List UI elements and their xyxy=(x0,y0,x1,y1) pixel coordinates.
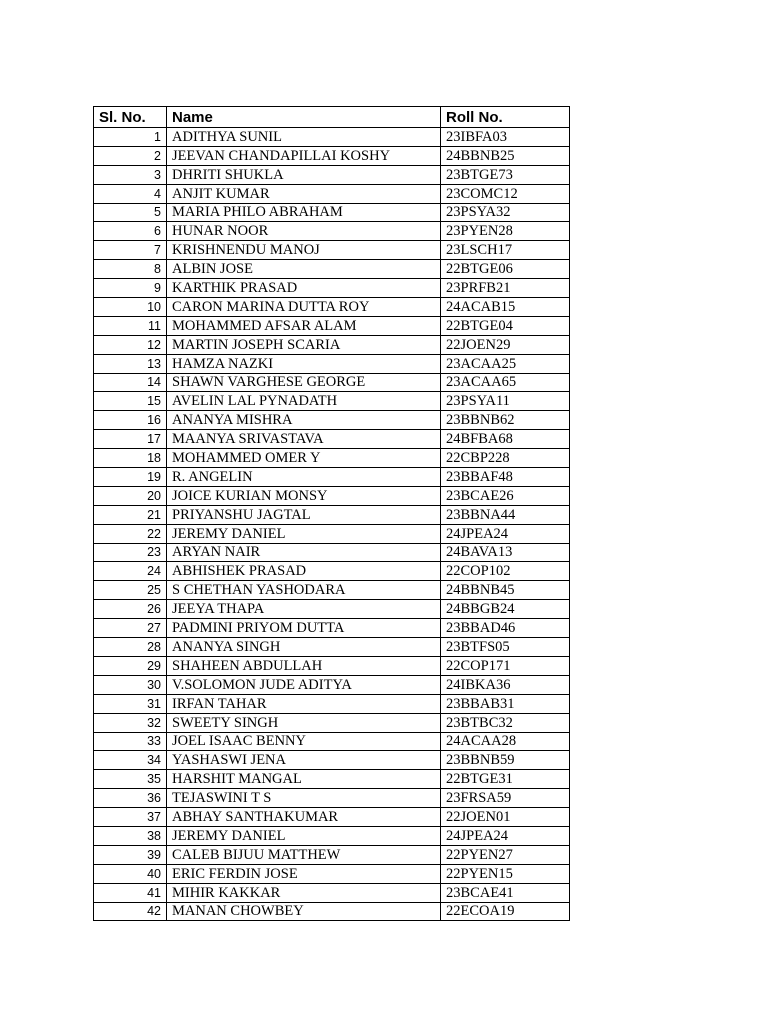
sl-no-cell: 18 xyxy=(94,449,167,468)
roll-no-cell: 22PYEN15 xyxy=(441,864,570,883)
roll-no-cell: 22PYEN27 xyxy=(441,845,570,864)
sl-no-cell: 9 xyxy=(94,279,167,298)
name-cell: R. ANGELIN xyxy=(167,468,441,487)
table-row xyxy=(94,713,570,732)
sl-no-cell: 5 xyxy=(94,203,167,222)
sl-no-cell: 23 xyxy=(94,543,167,562)
sl-no-cell: 31 xyxy=(94,694,167,713)
roll-no-cell: 22CBP228 xyxy=(441,449,570,468)
table-row xyxy=(94,486,570,505)
name-cell: MANAN CHOWBEY xyxy=(167,902,441,921)
name-cell: TEJASWINI T S xyxy=(167,789,441,808)
sl-no-cell: 3 xyxy=(94,165,167,184)
sl-no-cell: 16 xyxy=(94,411,167,430)
sl-no-cell: 27 xyxy=(94,619,167,638)
roll-no-cell: 24ACAA28 xyxy=(441,732,570,751)
sl-no-cell: 19 xyxy=(94,468,167,487)
table-row xyxy=(94,732,570,751)
sl-no-cell: 17 xyxy=(94,430,167,449)
table-row xyxy=(94,656,570,675)
name-cell: DHRITI SHUKLA xyxy=(167,165,441,184)
table-row xyxy=(94,411,570,430)
sl-no-cell: 37 xyxy=(94,808,167,827)
roll-no-cell: 23ACAA25 xyxy=(441,354,570,373)
name-cell: HUNAR NOOR xyxy=(167,222,441,241)
name-cell: ABHAY SANTHAKUMAR xyxy=(167,808,441,827)
table-row xyxy=(94,694,570,713)
sl-no-cell: 33 xyxy=(94,732,167,751)
name-cell: V.SOLOMON JUDE ADITYA xyxy=(167,675,441,694)
sl-no-cell: 14 xyxy=(94,373,167,392)
roll-no-cell: 23PSYA32 xyxy=(441,203,570,222)
table-row xyxy=(94,430,570,449)
table-row xyxy=(94,789,570,808)
roll-no-cell: 24BBNB45 xyxy=(441,581,570,600)
roll-no-cell: 23BBAB31 xyxy=(441,694,570,713)
table-row xyxy=(94,675,570,694)
header-roll-no: Roll No. xyxy=(441,107,570,128)
name-cell: CARON MARINA DUTTA ROY xyxy=(167,298,441,317)
roll-no-cell: 24JPEA24 xyxy=(441,524,570,543)
table-row xyxy=(94,241,570,260)
name-cell: JEREMY DANIEL xyxy=(167,826,441,845)
table-row xyxy=(94,638,570,657)
table-row xyxy=(94,524,570,543)
sl-no-cell: 12 xyxy=(94,335,167,354)
roll-no-cell: 22BTGE04 xyxy=(441,316,570,335)
name-cell: MOHAMMED OMER Y xyxy=(167,449,441,468)
table-body xyxy=(94,128,570,921)
name-cell: PRIYANSHU JAGTAL xyxy=(167,505,441,524)
name-cell: ERIC FERDIN JOSE xyxy=(167,864,441,883)
roll-no-cell: 22JOEN29 xyxy=(441,335,570,354)
roll-no-cell: 23BTGE73 xyxy=(441,165,570,184)
table-row xyxy=(94,751,570,770)
sl-no-cell: 29 xyxy=(94,656,167,675)
name-cell: SHAHEEN ABDULLAH xyxy=(167,656,441,675)
name-cell: MARIA PHILO ABRAHAM xyxy=(167,203,441,222)
roll-no-cell: 23COMC12 xyxy=(441,184,570,203)
roll-no-cell: 22BTGE31 xyxy=(441,770,570,789)
sl-no-cell: 8 xyxy=(94,260,167,279)
name-cell: MIHIR KAKKAR xyxy=(167,883,441,902)
sl-no-cell: 25 xyxy=(94,581,167,600)
sl-no-cell: 7 xyxy=(94,241,167,260)
roll-no-cell: 23BBAD46 xyxy=(441,619,570,638)
roll-no-cell: 24JPEA24 xyxy=(441,826,570,845)
sl-no-cell: 11 xyxy=(94,316,167,335)
sl-no-cell: 2 xyxy=(94,146,167,165)
table-row xyxy=(94,203,570,222)
header-name: Name xyxy=(167,107,441,128)
name-cell: KRISHNENDU MANOJ xyxy=(167,241,441,260)
sl-no-cell: 24 xyxy=(94,562,167,581)
table-row xyxy=(94,449,570,468)
name-cell: KARTHIK PRASAD xyxy=(167,279,441,298)
sl-no-cell: 36 xyxy=(94,789,167,808)
table-row xyxy=(94,770,570,789)
sl-no-cell: 26 xyxy=(94,600,167,619)
sl-no-cell: 42 xyxy=(94,902,167,921)
sl-no-cell: 34 xyxy=(94,751,167,770)
student-roll-table xyxy=(93,106,570,921)
roll-no-cell: 22COP171 xyxy=(441,656,570,675)
sl-no-cell: 6 xyxy=(94,222,167,241)
sl-no-cell: 40 xyxy=(94,864,167,883)
table-row xyxy=(94,562,570,581)
table-row xyxy=(94,184,570,203)
sl-no-cell: 41 xyxy=(94,883,167,902)
sl-no-cell: 35 xyxy=(94,770,167,789)
roll-no-cell: 24IBKA36 xyxy=(441,675,570,694)
table-row xyxy=(94,902,570,921)
name-cell: SHAWN VARGHESE GEORGE xyxy=(167,373,441,392)
name-cell: YASHASWI JENA xyxy=(167,751,441,770)
roll-no-cell: 23BTBC32 xyxy=(441,713,570,732)
roll-no-cell: 23PRFB21 xyxy=(441,279,570,298)
table-row xyxy=(94,581,570,600)
table-row xyxy=(94,128,570,147)
roll-no-cell: 23BBAF48 xyxy=(441,468,570,487)
name-cell: AVELIN LAL PYNADATH xyxy=(167,392,441,411)
name-cell: JEREMY DANIEL xyxy=(167,524,441,543)
sl-no-cell: 39 xyxy=(94,845,167,864)
table-row xyxy=(94,505,570,524)
roll-no-cell: 24BBNB25 xyxy=(441,146,570,165)
sl-no-cell: 22 xyxy=(94,524,167,543)
table-row xyxy=(94,600,570,619)
table-row xyxy=(94,354,570,373)
name-cell: CALEB BIJUU MATTHEW xyxy=(167,845,441,864)
sl-no-cell: 30 xyxy=(94,675,167,694)
name-cell: ANANYA MISHRA xyxy=(167,411,441,430)
table-row xyxy=(94,845,570,864)
roll-no-cell: 23BCAE26 xyxy=(441,486,570,505)
table-row xyxy=(94,883,570,902)
sl-no-cell: 4 xyxy=(94,184,167,203)
table-row xyxy=(94,165,570,184)
name-cell: SWEETY SINGH xyxy=(167,713,441,732)
table-row xyxy=(94,373,570,392)
name-cell: JEEVAN CHANDAPILLAI KOSHY xyxy=(167,146,441,165)
roll-no-cell: 22JOEN01 xyxy=(441,808,570,827)
name-cell: MAANYA SRIVASTAVA xyxy=(167,430,441,449)
roll-no-cell: 23PSYA11 xyxy=(441,392,570,411)
table-row xyxy=(94,279,570,298)
roll-no-cell: 23BBNB62 xyxy=(441,411,570,430)
roll-no-cell: 23FRSA59 xyxy=(441,789,570,808)
roll-no-cell: 23PYEN28 xyxy=(441,222,570,241)
name-cell: ANANYA SINGH xyxy=(167,638,441,657)
sl-no-cell: 32 xyxy=(94,713,167,732)
table-row xyxy=(94,335,570,354)
table-row xyxy=(94,316,570,335)
roll-no-cell: 23LSCH17 xyxy=(441,241,570,260)
sl-no-cell: 13 xyxy=(94,354,167,373)
table-row xyxy=(94,298,570,317)
name-cell: ABHISHEK PRASAD xyxy=(167,562,441,581)
roll-no-cell: 24BBGB24 xyxy=(441,600,570,619)
sl-no-cell: 1 xyxy=(94,128,167,147)
name-cell: S CHETHAN YASHODARA xyxy=(167,581,441,600)
roll-no-cell: 24ACAB15 xyxy=(441,298,570,317)
sl-no-cell: 38 xyxy=(94,826,167,845)
sl-no-cell: 15 xyxy=(94,392,167,411)
roll-no-cell: 24BAVA13 xyxy=(441,543,570,562)
table-row xyxy=(94,619,570,638)
header-row xyxy=(94,107,570,128)
sl-no-cell: 20 xyxy=(94,486,167,505)
roll-no-cell: 22BTGE06 xyxy=(441,260,570,279)
name-cell: ARYAN NAIR xyxy=(167,543,441,562)
table-row xyxy=(94,146,570,165)
table-row xyxy=(94,826,570,845)
roll-no-cell: 23BCAE41 xyxy=(441,883,570,902)
table-row xyxy=(94,468,570,487)
name-cell: HAMZA NAZKI xyxy=(167,354,441,373)
name-cell: HARSHIT MANGAL xyxy=(167,770,441,789)
roll-no-cell: 24BFBA68 xyxy=(441,430,570,449)
name-cell: ALBIN JOSE xyxy=(167,260,441,279)
sl-no-cell: 21 xyxy=(94,505,167,524)
roll-no-cell: 23BBNA44 xyxy=(441,505,570,524)
table-header xyxy=(94,107,570,128)
table-row xyxy=(94,808,570,827)
table-row xyxy=(94,222,570,241)
roll-no-cell: 23BTFS05 xyxy=(441,638,570,657)
name-cell: MOHAMMED AFSAR ALAM xyxy=(167,316,441,335)
table-row xyxy=(94,392,570,411)
name-cell: PADMINI PRIYOM DUTTA xyxy=(167,619,441,638)
name-cell: ADITHYA SUNIL xyxy=(167,128,441,147)
name-cell: JOEL ISAAC BENNY xyxy=(167,732,441,751)
roll-no-cell: 23ACAA65 xyxy=(441,373,570,392)
name-cell: IRFAN TAHAR xyxy=(167,694,441,713)
table-row xyxy=(94,543,570,562)
table-row xyxy=(94,260,570,279)
table-row xyxy=(94,864,570,883)
sl-no-cell: 28 xyxy=(94,638,167,657)
roll-no-cell: 23IBFA03 xyxy=(441,128,570,147)
roll-no-cell: 23BBNB59 xyxy=(441,751,570,770)
name-cell: JEEYA THAPA xyxy=(167,600,441,619)
roll-no-cell: 22ECOA19 xyxy=(441,902,570,921)
header-sl-no: Sl. No. xyxy=(94,107,167,128)
name-cell: ANJIT KUMAR xyxy=(167,184,441,203)
name-cell: MARTIN JOSEPH SCARIA xyxy=(167,335,441,354)
roll-no-cell: 22COP102 xyxy=(441,562,570,581)
name-cell: JOICE KURIAN MONSY xyxy=(167,486,441,505)
sl-no-cell: 10 xyxy=(94,298,167,317)
